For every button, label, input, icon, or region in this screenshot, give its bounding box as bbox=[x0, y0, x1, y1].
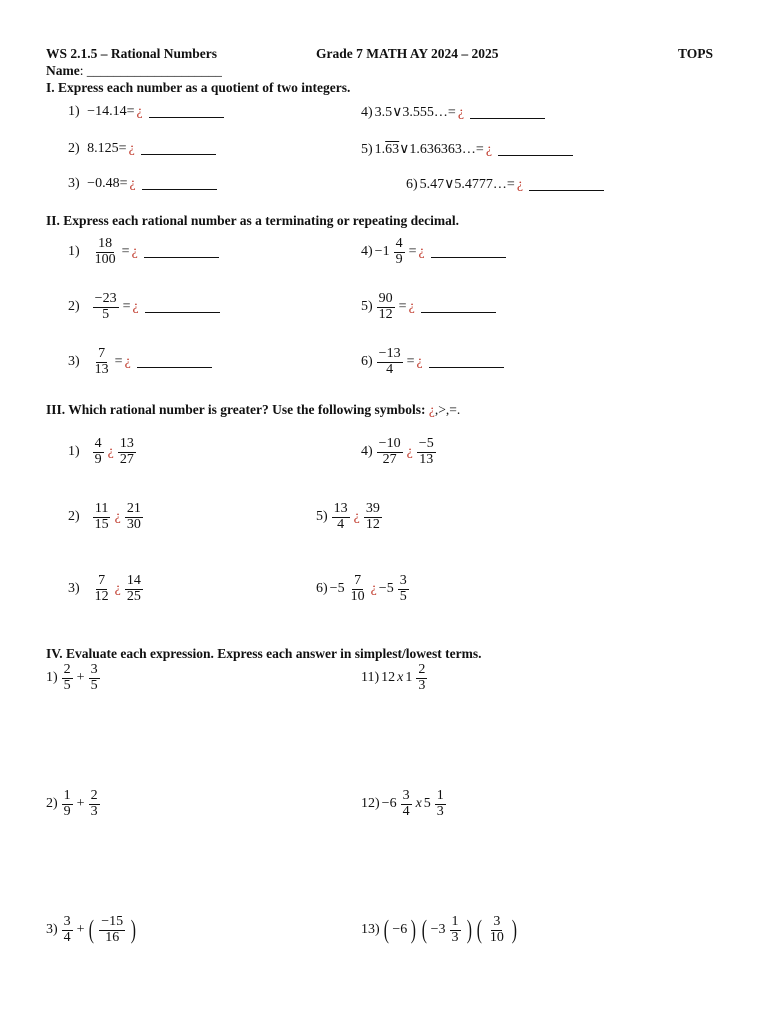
whole-part: −3 bbox=[430, 922, 446, 938]
s3-item-4 bbox=[361, 437, 438, 467]
denominator: 3 bbox=[418, 677, 426, 693]
item-label: 6) bbox=[316, 581, 328, 597]
whole-part: 1 bbox=[405, 670, 413, 686]
item-expr-post: ∨1.636363…= bbox=[399, 142, 484, 157]
numerator: 2 bbox=[63, 662, 71, 677]
fraction-c bbox=[488, 915, 506, 945]
numerator: 4 bbox=[395, 236, 403, 251]
item-expr-pre: 1. bbox=[374, 142, 386, 157]
section-1-title: I. Express each number as a quotient of two integers. bbox=[46, 80, 351, 95]
whole-part: 5 bbox=[423, 796, 431, 812]
fraction-a bbox=[377, 437, 403, 467]
fraction-a bbox=[93, 574, 111, 604]
denominator: 13 bbox=[94, 361, 109, 377]
numerator: 7 bbox=[98, 573, 106, 588]
fraction-b bbox=[450, 915, 461, 945]
item-expr: −14.14= bbox=[87, 104, 135, 119]
fraction-b bbox=[398, 574, 409, 604]
answer-glyph: ¿ bbox=[516, 176, 524, 192]
numerator: 1 bbox=[63, 788, 71, 803]
answer-blank[interactable] bbox=[145, 301, 220, 313]
denominator: 3 bbox=[90, 803, 98, 819]
item-label: 2) bbox=[68, 509, 80, 525]
name-label: Name bbox=[46, 63, 80, 78]
s1-item-4 bbox=[361, 104, 545, 121]
whole-part: −6 bbox=[381, 796, 397, 812]
numerator: 7 bbox=[354, 573, 362, 588]
fraction bbox=[93, 292, 119, 322]
answer-glyph: ¿ bbox=[132, 299, 139, 315]
answer-blank[interactable] bbox=[421, 301, 496, 313]
numerator: 2 bbox=[418, 662, 426, 677]
denominator: 9 bbox=[395, 251, 403, 267]
answer-glyph: ¿ bbox=[416, 354, 423, 370]
answer-blank[interactable] bbox=[529, 179, 604, 191]
answer-blank[interactable] bbox=[429, 356, 504, 368]
fraction-b bbox=[125, 574, 143, 604]
numerator: 18 bbox=[98, 236, 113, 251]
denominator: 10 bbox=[350, 588, 365, 604]
denominator: 12 bbox=[94, 588, 109, 604]
numerator: −23 bbox=[94, 291, 117, 306]
answer-blank[interactable] bbox=[498, 144, 573, 156]
answer-blank[interactable] bbox=[431, 246, 506, 258]
denominator: 100 bbox=[94, 251, 116, 267]
right-paren: ) bbox=[466, 915, 472, 945]
numerator: 3 bbox=[63, 914, 71, 929]
fraction-b bbox=[89, 663, 100, 693]
answer-blank[interactable] bbox=[137, 356, 212, 368]
denominator: 10 bbox=[489, 929, 504, 945]
s1-item-6 bbox=[406, 176, 604, 193]
fraction-b bbox=[89, 789, 100, 819]
s2-item-3: 3) $\frac{7}{13}$ = ¿ bbox=[68, 347, 212, 377]
s2-item-6: 6) $\frac{-13}{4}$ = ¿ bbox=[361, 347, 504, 377]
name-field bbox=[46, 63, 222, 79]
denominator: 4 bbox=[386, 361, 394, 377]
operator: + bbox=[76, 922, 85, 938]
numerator: 11 bbox=[94, 501, 109, 516]
name-line: : ____________________ bbox=[79, 63, 222, 78]
denominator: 12 bbox=[365, 516, 380, 532]
denominator: 4 bbox=[63, 929, 71, 945]
denominator: 9 bbox=[63, 803, 71, 819]
numerator: 3 bbox=[399, 573, 407, 588]
numerator: 2 bbox=[90, 788, 98, 803]
item-label: 2) bbox=[68, 299, 80, 315]
item-label: 2) bbox=[46, 796, 58, 812]
item-expr: −0.48= bbox=[87, 176, 128, 191]
school-name: TOPS bbox=[678, 46, 714, 61]
answer-glyph: ¿ bbox=[131, 244, 138, 260]
numerator: 7 bbox=[98, 346, 106, 361]
answer-glyph: ¿ bbox=[129, 176, 136, 191]
section-2-title: II. Express each rational number as a terminating or repeating decimal. bbox=[46, 213, 459, 228]
fraction bbox=[394, 237, 405, 267]
right-paren: ) bbox=[410, 915, 417, 945]
fraction-b bbox=[99, 915, 125, 945]
denominator: 3 bbox=[436, 803, 444, 819]
answer-glyph: ¿ bbox=[136, 104, 143, 119]
symbol-glyph: ¿ bbox=[428, 402, 435, 417]
answer-glyph: ¿ bbox=[485, 141, 493, 157]
item-label: 5) bbox=[316, 509, 328, 525]
item-label: 6) bbox=[406, 176, 418, 192]
fraction-b bbox=[435, 789, 446, 819]
numerator: 21 bbox=[126, 501, 141, 516]
denominator: 27 bbox=[382, 451, 397, 467]
whole-part: −5 bbox=[378, 581, 394, 597]
s3-item-1 bbox=[68, 437, 138, 467]
item-label: 4) bbox=[361, 444, 373, 460]
course-title: Grade 7 MATH AY 2024 – 2025 bbox=[316, 46, 499, 61]
item-expr: 3.5∨3.555…= bbox=[374, 105, 456, 120]
operator: + bbox=[76, 670, 85, 686]
times-x: x bbox=[415, 796, 422, 812]
compare-glyph[interactable]: ¿ bbox=[370, 581, 377, 597]
numerator: 4 bbox=[94, 436, 102, 451]
left-paren: ( bbox=[421, 915, 427, 945]
denominator: 25 bbox=[126, 588, 141, 604]
compare-glyph[interactable]: ¿ bbox=[353, 509, 360, 525]
compare-glyph[interactable]: ¿ bbox=[107, 444, 114, 460]
s3-item-2 bbox=[68, 502, 145, 532]
answer-blank[interactable] bbox=[149, 106, 224, 118]
s4-item-1 bbox=[46, 663, 102, 693]
item-label: 3) bbox=[68, 354, 80, 370]
answer-blank[interactable] bbox=[141, 143, 216, 155]
s4-item-11 bbox=[361, 663, 429, 693]
numerator: 13 bbox=[333, 501, 348, 516]
s3-item-6 bbox=[316, 574, 411, 604]
answer-glyph: ¿ bbox=[418, 244, 425, 260]
repeat-bar: 63 bbox=[385, 142, 400, 157]
answer-blank[interactable] bbox=[144, 246, 219, 258]
item-expr: 5.47∨5.4777…= bbox=[419, 177, 515, 192]
item-label: 1) bbox=[68, 104, 80, 119]
whole-part: −1 bbox=[374, 244, 390, 260]
denominator: 13 bbox=[419, 451, 434, 467]
fraction bbox=[377, 292, 395, 322]
denominator: 4 bbox=[402, 803, 410, 819]
answer-blank[interactable] bbox=[142, 178, 217, 190]
item-label: 3) bbox=[68, 176, 80, 191]
section-3-title bbox=[46, 402, 460, 418]
fraction-b bbox=[417, 437, 436, 467]
numerator: 90 bbox=[378, 291, 393, 306]
denominator: 27 bbox=[119, 451, 134, 467]
times-x: x bbox=[397, 670, 404, 686]
numerator: −15 bbox=[101, 914, 124, 929]
integer: −6 bbox=[392, 922, 408, 938]
numerator: 3 bbox=[90, 662, 98, 677]
item-label: 5) bbox=[361, 141, 373, 157]
item-expr: 8.125= bbox=[87, 141, 127, 156]
fraction-a bbox=[332, 502, 350, 532]
section-3-title-text: III. Which rational number is greater? Use the following symbols: bbox=[46, 402, 426, 417]
numerator: 1 bbox=[451, 914, 459, 929]
right-paren: ) bbox=[511, 915, 517, 945]
s4-item-12 bbox=[361, 789, 448, 819]
fraction-a bbox=[349, 574, 367, 604]
fraction-a bbox=[62, 915, 73, 945]
s4-item-3 bbox=[46, 915, 138, 945]
numerator: 3 bbox=[493, 914, 501, 929]
answer-blank[interactable] bbox=[470, 107, 545, 119]
numerator: −10 bbox=[378, 436, 401, 451]
answer-glyph: ¿ bbox=[124, 354, 131, 370]
worksheet-title: WS 2.1.5 – Rational Numbers bbox=[46, 46, 218, 61]
item-label: 4) bbox=[361, 244, 373, 260]
compare-glyph[interactable]: ¿ bbox=[114, 509, 121, 525]
s1-item-3 bbox=[68, 176, 217, 192]
s1-item-5 bbox=[361, 141, 573, 158]
s1-item-2 bbox=[68, 141, 216, 157]
s2-item-1: 1) $\frac{18}{100}$ = ¿ bbox=[68, 237, 219, 267]
compare-glyph[interactable]: ¿ bbox=[114, 581, 121, 597]
operator: + bbox=[76, 796, 85, 812]
item-label: 1) bbox=[68, 444, 80, 460]
item-label: 1) bbox=[68, 244, 80, 260]
answer-glyph: ¿ bbox=[408, 299, 415, 315]
fraction-a bbox=[401, 789, 412, 819]
numerator: 13 bbox=[119, 436, 134, 451]
numerator: 39 bbox=[365, 501, 380, 516]
fraction bbox=[93, 237, 118, 267]
item-label: 3) bbox=[68, 581, 80, 597]
symbol-list: ,>,=. bbox=[434, 402, 461, 417]
answer-glyph: ¿ bbox=[457, 104, 465, 120]
s2-item-2: 2) $\frac{-23}{5}$ = ¿ bbox=[68, 292, 220, 322]
compare-glyph[interactable]: ¿ bbox=[406, 444, 413, 460]
fraction-a bbox=[62, 789, 73, 819]
item-label: 11) bbox=[361, 670, 380, 686]
item-label: 5) bbox=[361, 299, 373, 315]
s3-item-5 bbox=[316, 502, 384, 532]
left-paren: ( bbox=[476, 915, 483, 945]
item-label: 3) bbox=[46, 922, 58, 938]
numerator: −5 bbox=[418, 436, 434, 451]
fraction-b bbox=[118, 437, 136, 467]
fraction-a bbox=[93, 437, 104, 467]
integer: 12 bbox=[381, 670, 396, 686]
s2-item-5: 5) $\frac{90}{12}$ = ¿ bbox=[361, 292, 496, 322]
fraction-a bbox=[93, 502, 111, 532]
denominator: 4 bbox=[337, 516, 345, 532]
answer-glyph: ¿ bbox=[128, 141, 135, 156]
s4-item-13 bbox=[361, 915, 519, 945]
item-label: 6) bbox=[361, 354, 373, 370]
item-label: 13) bbox=[361, 922, 380, 938]
s4-item-2 bbox=[46, 789, 102, 819]
numerator: 14 bbox=[126, 573, 141, 588]
denominator: 5 bbox=[102, 306, 110, 322]
item-label: 12) bbox=[361, 796, 380, 812]
s2-item-4: 4) −1 $\frac{4}{9}$ = ¿ bbox=[361, 237, 506, 267]
item-label: 1) bbox=[46, 670, 58, 686]
numerator: −13 bbox=[378, 346, 401, 361]
fraction-b bbox=[125, 502, 143, 532]
denominator: 5 bbox=[399, 588, 407, 604]
whole-part: −5 bbox=[329, 581, 345, 597]
section-4-title: IV. Evaluate each expression. Express each answer in simplest/lowest terms. bbox=[46, 646, 482, 661]
denominator: 9 bbox=[94, 451, 102, 467]
denominator: 5 bbox=[63, 677, 71, 693]
fraction-b bbox=[364, 502, 382, 532]
denominator: 30 bbox=[126, 516, 141, 532]
fraction-a bbox=[62, 663, 73, 693]
s3-item-3 bbox=[68, 574, 145, 604]
denominator: 16 bbox=[105, 929, 120, 945]
s1-item-1 bbox=[68, 104, 224, 120]
fraction bbox=[377, 347, 403, 377]
denominator: 3 bbox=[451, 929, 459, 945]
left-paren: ( bbox=[88, 915, 94, 945]
numerator: 1 bbox=[436, 788, 444, 803]
item-label: 2) bbox=[68, 141, 80, 156]
fraction bbox=[93, 347, 111, 377]
right-paren: ) bbox=[130, 915, 137, 945]
item-label: 4) bbox=[361, 104, 373, 120]
fraction bbox=[416, 663, 427, 693]
numerator: 3 bbox=[402, 788, 410, 803]
denominator: 5 bbox=[90, 677, 98, 693]
denominator: 15 bbox=[94, 516, 109, 532]
denominator: 12 bbox=[378, 306, 393, 322]
left-paren: ( bbox=[383, 915, 389, 945]
